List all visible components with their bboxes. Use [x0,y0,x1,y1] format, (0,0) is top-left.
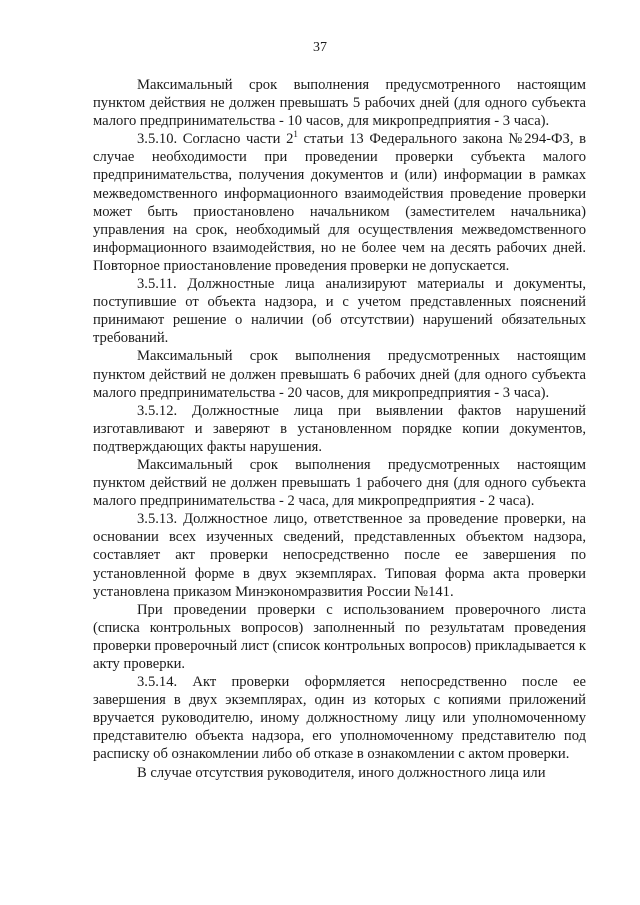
paragraph-checklist: При проведении проверки с использованием проверочного листа (списка контрольных вопросов) заполненный по результатам проведения проверки проверочный лист (список контрольных вопросов) прикладывается к акту проверки. [93,601,586,672]
paragraph-max-term-1: Максимальный срок выполнения предусмотренного настоящим пунктом действия не должен превышать 5 рабочих дней (для одного субъекта малого предпринимательства - 10 часов, для микропредприятия - 3 часа). [93,77,586,130]
paragraph-3-5-10 [93,130,586,275]
paragraph-3-5-10-rest: статьи 13 Федерального закона №294-ФЗ, в случае необходимости при проведении проверки субъекта малого предпринимательства, получения документов и (или) информации в рамках межведомственного информационного взаимодействия проведение проверки может быть приостановлено начальником (заместителем начальника) управления на срок, необходимый для осуществления межведомственного информационного взаимодействия, но не более чем на десять рабочих дней. Повторное приостановление проведения проверки не допускается. [93,131,586,274]
paragraph-max-term-3: Максимальный срок выполнения предусмотренных настоящим пунктом действий не должен превышать 1 рабочего дня (для одного субъекта малого предпринимательства - 2 часа, для микропредприятия - 2 часа). [93,456,586,510]
paragraph-max-term-2: Максимальный срок выполнения предусмотренных настоящим пунктом действий не должен превышать 6 рабочих дней (для одного субъекта малого предпринимательства - 20 часов, для микропредприятия - 3 часа). [93,348,586,401]
paragraph-3-5-11: 3.5.11. Должностные лица анализируют материалы и документы, поступившие от объекта надзора, и с учетом представленных пояснений принимают решение о наличии (об отсутствии) нарушений обязательных требований. [93,276,586,347]
paragraph-3-5-10-start: 3.5.10. Согласно части 2 [137,131,294,148]
page-number: 37 [313,40,327,55]
paragraph-3-5-14: 3.5.14. Акт проверки оформляется непосредственно после ее завершения в двух экземплярах, один из которых с копиями приложений вручается руководителю, иному должностному лицу или уполномоченному представителю объекта надзора, его уполномоченному представителю под расписку об ознакомлении либо об отказе в ознакомлении с актом проверки. [93,674,586,763]
paragraph-3-5-12: 3.5.12. Должностные лица при выявлении фактов нарушений изготавливают и заверяют в установленном порядке копии документов, подтверждающих факты нарушения. [93,402,586,455]
page-content [93,76,586,782]
paragraph-absence: В случае отсутствия руководителя, иного должностного лица или [137,764,546,781]
superscript-note: 1 [293,129,298,140]
paragraph-3-5-13: 3.5.13. Должностное лицо, ответственное за проведение проверки, на основании всех изученных сведений, представленных объектом надзора, составляет акт проверки непосредственно после ее завершения по установленной форме в двух экземплярах. Типовая форма акта проверки установлена приказом Минэкономразвития России №141. [93,511,586,600]
